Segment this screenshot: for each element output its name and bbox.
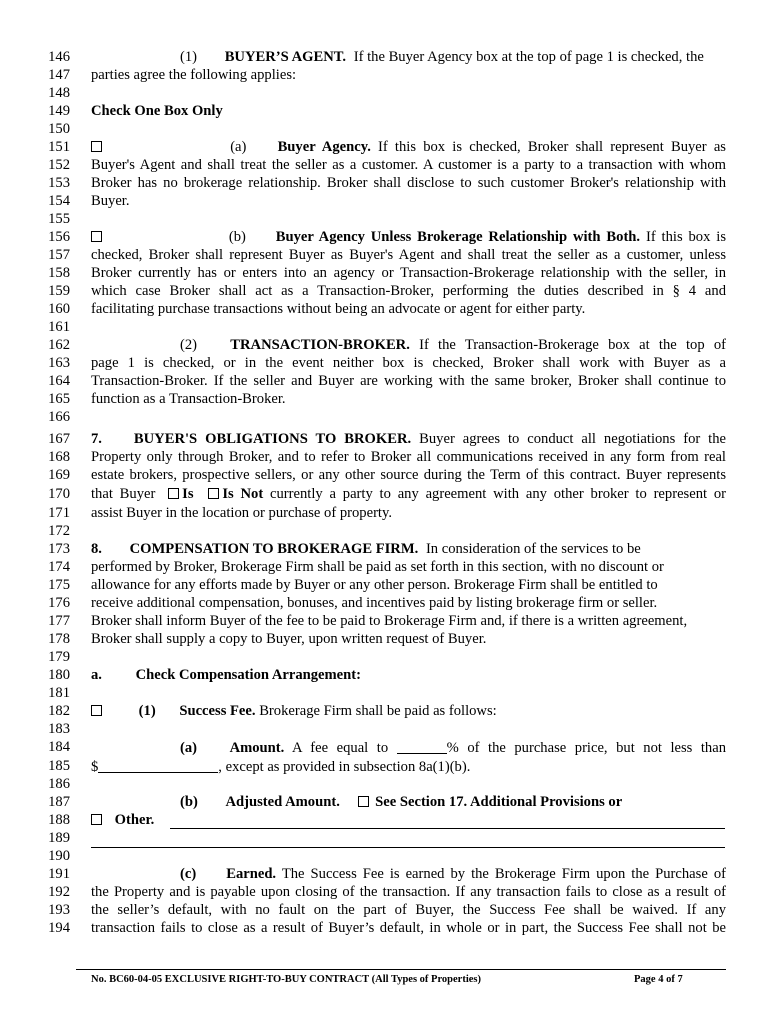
- minimum-amount-line: [91, 758, 726, 776]
- clause-text: % of the purchase price, but not less than: [446, 740, 726, 756]
- line-number: 156: [48, 229, 70, 245]
- clause-text: A fee equal to: [292, 740, 389, 756]
- line-number: 154: [48, 193, 70, 209]
- clause-heading: Buyer Agency.: [277, 139, 371, 155]
- transaction-broker-line: [91, 337, 726, 355]
- clause-text: Property only through Broker, and to refer to Broker all communications received in any form from real: [91, 449, 726, 465]
- line-number: 162: [48, 337, 70, 353]
- line-number: 164: [48, 373, 70, 389]
- clause-text: Buyer.: [91, 193, 130, 209]
- amount-line: [91, 739, 726, 757]
- clause-text: facilitating purchase transactions without being an advocate or agent for either party.: [91, 301, 586, 317]
- success-fee-line: [91, 703, 726, 720]
- footer-rule: [76, 969, 726, 970]
- minimum-amount-field[interactable]: [98, 758, 218, 773]
- line-number: 161: [48, 319, 70, 335]
- line-number: 173: [48, 541, 70, 557]
- clause-text: the Property and is payable upon closing of the transaction. If any transaction fails to close as a result of: [91, 884, 726, 900]
- clause-text: which case Broker shall act as a Transaction-Broker, performing the duties described in § 4 and: [91, 283, 726, 299]
- clause-text: currently a party to any agreement with any other broker to represent or: [270, 486, 726, 502]
- clause-heading: Amount.: [229, 740, 285, 756]
- buyers-obligations-line: [91, 431, 726, 449]
- line-number: 165: [48, 391, 70, 407]
- clause-text: Brokerage Firm shall be paid as follows:: [259, 703, 497, 719]
- clause-number: (1): [138, 703, 156, 719]
- clause-number: (1): [180, 49, 198, 65]
- other-field[interactable]: [170, 828, 725, 829]
- buyer-agency-unless-checkbox[interactable]: [91, 231, 102, 242]
- line-number: 190: [48, 848, 70, 864]
- clause-text: If the Buyer Agency box at the top of page 1 is checked, the: [353, 49, 704, 65]
- percent-field[interactable]: [397, 739, 447, 754]
- line-number: 155: [48, 211, 70, 227]
- success-fee-checkbox[interactable]: [91, 705, 102, 716]
- clause-text: If this box is checked, Broker shall represent Buyer as: [378, 139, 726, 155]
- see-section-17-checkbox[interactable]: [358, 796, 369, 807]
- line-number: 175: [48, 577, 70, 593]
- clause-number: (b): [180, 794, 198, 810]
- other-checkbox[interactable]: [91, 814, 102, 825]
- line-number: 174: [48, 559, 70, 575]
- line-number: 158: [48, 265, 70, 281]
- clause-text: page 1 is checked, or in the event neither box is checked, Broker shall work with Buyer as a: [91, 355, 726, 371]
- clause-text: Buyer's Agent and shall treat the seller as a customer. A customer is a party to a transaction with whom: [91, 157, 726, 173]
- clause-text: receive additional compensation, bonuses, and incentives paid by listing brokerage firm or seller.: [91, 595, 658, 611]
- section-number: 7.: [91, 431, 102, 447]
- see-section-17-label: See Section 17. Additional Provisions or: [375, 794, 623, 810]
- earned-line: [91, 866, 726, 884]
- line-number: 176: [48, 595, 70, 611]
- line-number: 186: [48, 776, 70, 792]
- line-number: 160: [48, 301, 70, 317]
- clause-text: estate brokers, prospective sellers, or any other source during the Term of this contract. Buyer represents: [91, 467, 726, 483]
- is-not-checkbox[interactable]: [208, 488, 219, 499]
- line-number: 146: [48, 49, 70, 65]
- clause-text: Broker has no brokerage relationship. Broker shall disclose to such customer Broker's relationship with: [91, 175, 726, 191]
- section-heading: BUYER'S OBLIGATIONS TO BROKER.: [133, 431, 412, 447]
- clause-text: Transaction-Broker. If the seller and Buyer are working with the same broker, Broker shall continue to: [91, 373, 726, 389]
- line-number: 152: [48, 157, 70, 173]
- clause-heading: Success Fee.: [179, 703, 256, 719]
- clause-text: In consideration of the services to be: [425, 541, 641, 557]
- line-number: 187: [48, 794, 70, 810]
- clause-number: (a): [180, 740, 198, 756]
- line-number: 180: [48, 667, 70, 683]
- other-label: Other.: [114, 812, 155, 828]
- clause-heading: Buyer Agency Unless Brokerage Relationship with Both.: [275, 229, 641, 245]
- section-number: 8.: [91, 541, 102, 557]
- clause-text: If this box is: [645, 229, 726, 245]
- clause-text: Broker shall supply a copy to Buyer, upon written request of Buyer.: [91, 631, 487, 647]
- line-number: 172: [48, 523, 70, 539]
- clause-text: that Buyer: [91, 486, 156, 502]
- clause-number: (2): [180, 337, 198, 353]
- line-number: 151: [48, 139, 70, 155]
- line-number: 188: [48, 812, 70, 828]
- buyers-agent-line: [91, 49, 726, 66]
- line-number: 179: [48, 649, 70, 665]
- dollar-sign: $: [91, 759, 99, 775]
- buyer-agency-line: [91, 139, 726, 157]
- line-number: 150: [48, 121, 70, 137]
- line-number: 184: [48, 739, 70, 755]
- clause-heading: BUYER’S AGENT.: [224, 49, 347, 65]
- line-number: 157: [48, 247, 70, 263]
- line-number: 192: [48, 884, 70, 900]
- clause-heading: TRANSACTION-BROKER.: [230, 337, 410, 353]
- subsection-number: a.: [91, 667, 102, 683]
- clause-text: transaction fails to close as a result of Buyer’s default, in whole or in part, the Success Fee shall not be: [91, 920, 726, 936]
- clause-text: checked, Broker shall represent Buyer as Buyer's Agent and shall treat the seller as a customer, unless: [91, 247, 726, 263]
- is-is-not-line: [91, 486, 726, 504]
- footer-page-number: Page 4 of 7: [634, 974, 683, 985]
- is-label: Is: [182, 486, 194, 502]
- line-number: 183: [48, 721, 70, 737]
- footer-form-title: No. BC60-04-05 EXCLUSIVE RIGHT-TO-BUY CONTRACT (All Types of Properties): [91, 974, 481, 985]
- clause-heading: Adjusted Amount.: [225, 794, 340, 810]
- clause-text: The Success Fee is earned by the Brokerage Firm upon the Purchase of: [281, 866, 726, 882]
- clause-text: Broker currently has or enters into an agency or Transaction-Brokerage relationship with the seller, in: [91, 265, 726, 281]
- clause-number: (b): [228, 229, 246, 245]
- line-number: 194: [48, 920, 70, 936]
- line-number: 159: [48, 283, 70, 299]
- clause-number: (a): [230, 139, 247, 155]
- section-heading: COMPENSATION TO BROKERAGE FIRM.: [129, 541, 419, 557]
- line-number: 166: [48, 409, 70, 425]
- compensation-arrangement-line: [91, 667, 726, 684]
- line-number: 163: [48, 355, 70, 371]
- clause-text: allowance for any efforts made by Buyer or any other person. Brokerage Firm shall be entitled to: [91, 577, 658, 593]
- clause-text: assist Buyer in the location or purchase of property.: [91, 505, 392, 521]
- line-number: 193: [48, 902, 70, 918]
- line-number: 169: [48, 467, 70, 483]
- clause-text: the seller’s default, with no fault on the part of Buyer, the Success Fee shall be waived. If any: [91, 902, 726, 918]
- other-field-continuation[interactable]: [91, 847, 725, 848]
- line-number: 189: [48, 830, 70, 846]
- check-one-heading: Check One Box Only: [91, 103, 223, 119]
- line-number: 170: [48, 486, 70, 502]
- clause-text: If the Transaction-Brokerage box at the top of: [419, 337, 726, 353]
- clause-text: performed by Broker, Brokerage Firm shall be paid as set forth in this section, with no discount or: [91, 559, 664, 575]
- is-checkbox[interactable]: [168, 488, 179, 499]
- clause-number: (c): [180, 866, 197, 882]
- other-line: [91, 812, 726, 829]
- clause-heading: Earned.: [226, 866, 277, 882]
- line-number: 153: [48, 175, 70, 191]
- line-number: 177: [48, 613, 70, 629]
- clause-text: Buyer agrees to conduct all negotiations for the: [419, 431, 726, 447]
- buyer-agency-checkbox[interactable]: [91, 141, 102, 152]
- line-number: 149: [48, 103, 70, 119]
- is-not-label: Is Not: [222, 486, 264, 502]
- clause-text: parties agree the following applies:: [91, 67, 297, 83]
- line-number: 148: [48, 85, 70, 101]
- compensation-line: [91, 541, 726, 558]
- buyer-agency-unless-line: [91, 229, 726, 247]
- line-number: 178: [48, 631, 70, 647]
- line-number: 171: [48, 505, 70, 521]
- line-number: 182: [48, 703, 70, 719]
- clause-text: function as a Transaction-Broker.: [91, 391, 286, 407]
- line-number: 181: [48, 685, 70, 701]
- line-number: 191: [48, 866, 70, 882]
- clause-text: Broker shall inform Buyer of the fee to be paid to Brokerage Firm and, if there is a written agreement,: [91, 613, 688, 629]
- line-number: 168: [48, 449, 70, 465]
- adjusted-amount-line: [91, 794, 726, 811]
- line-number: 167: [48, 431, 70, 447]
- line-number: 147: [48, 67, 70, 83]
- subsection-heading: Check Compensation Arrangement:: [135, 667, 361, 683]
- clause-text: , except as provided in subsection 8a(1)(b).: [218, 759, 471, 775]
- line-number: 185: [48, 758, 70, 774]
